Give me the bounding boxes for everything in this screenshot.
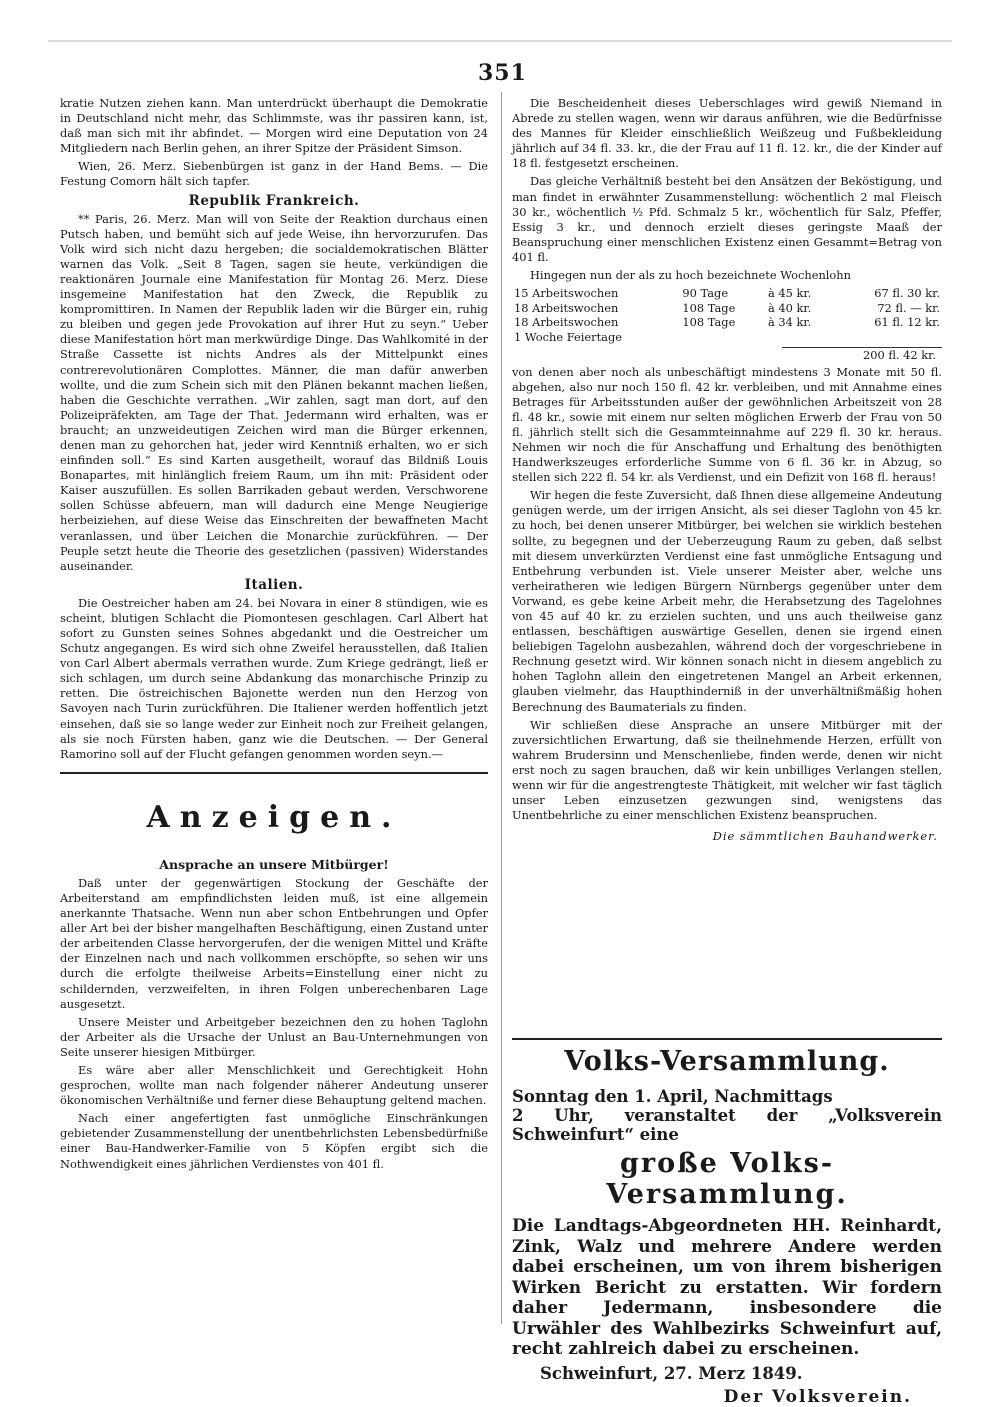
- table-row: [512, 301, 942, 316]
- table-cell: 108 Tage: [682, 315, 736, 330]
- appeal-heading: Ansprache an unsere Mitbürger!: [159, 856, 389, 872]
- notice-title: Volks-Versammlung.: [564, 1046, 890, 1077]
- scan-edge: [48, 40, 952, 42]
- section-heading-france: Republik Frankreich.: [188, 192, 360, 209]
- table-cell: à 34 kr.: [767, 315, 812, 330]
- table-cell: à 45 kr.: [767, 286, 812, 301]
- appeal-paragraph: Daß unter der gegenwärtigen Stockung der Geschäfte der Arbeiterstand am empfindlichsten leiden muß, ist eine allgemein anerkannte Thatsache. Wenn nun aber schon Entbehrungen und Opfer aller Art bei der bisher mangelhaften Beschäftigung, einen Zustand unter der arbeitenden Classe hervorgerufen, der die wenigen Mittel und Kräfte der Einzelnen nach und nach vollkommen erschöpfte, so sehen wir uns durch die erfolgte theilweise Arbeits=Einstellung einer nicht zu schildernden, verzweifelten, in ihren Folgen unberechenbaren Lage ausgesetzt.: [60, 875, 488, 1011]
- left-column: [60, 96, 488, 1326]
- table-cell: 90 Tage: [682, 286, 729, 301]
- table-cell: 15 Arbeitswochen: [514, 286, 619, 301]
- table-cell: [766, 330, 837, 345]
- notice-place-date: Schweinfurt, 27. Merz 1849.: [540, 1363, 803, 1383]
- table-cell: 72 fl. — kr.: [877, 300, 940, 315]
- table-cell: 67 fl. 30 kr.: [874, 286, 940, 301]
- page-number: 351: [478, 60, 527, 86]
- section-rule: [60, 772, 488, 774]
- news-paris: ** Paris, 26. Merz. Man will von Seite der Reaktion durchaus einen Putsch haben, und bemüht sich auf jede Weise, ihn hervorzurufen. Das Volk wird sich nicht dazu hergeben; die socialdemokratischen Blätter warnen das Volk. „Seit 8 Tagen, sagen sie heute, verkündigen die reaktionären Journale eine Manifestation für Montag 26. Merz. Diese insgemeine Manifestation hat den Zweck, die Republik zu kompromittiren. In Namen der Republik laden wir die Bürger ein, ruhig zu bleiben und gegen jede Provokation auf ihrer Hut zu seyn.“ Ueber diese Manifestation hört man merkwürdige Dinge. Das Wahlkomité in der Straße Cassette ist nichts Andres als der Mittelpunkt eines contrerevolutionären Complottes. Männer, die man dafür anwerben wollte, und die zum Schein sich mit den Plänen bekannt machen ließen, haben die Geschichte verrathen. „Wir zahlen, sagt man dort, auf den Polizeipräfekten, am Tage der That. Jedermann wird erhalten, was er braucht; an unzweideutigen Zeichen wird man die Bürger erkennen, denen man zu gehorchen hat, jeder wird Kenntniß erhalten, wo er sich einfinden soll.“ Es sind Karten ausgetheilt, worauf das Bildniß Louis Bonapartes, mit hinlänglich freiem Raum, um ihn mit: Präsident oder Kaiser auszufüllen. Es sollen Barrikaden gebaut werden, Verschworene sollen Schüsse abfeuern, man will dadurch eine Menge Neugierige herbeiziehen, auf diese Weise das Einschreiten der bewaffneten Macht veranlassen, und über Leichen die Monarchie zurückführen. — Der Peuple setzt heute die Theorie des gesetzlichen (passiven) Widerstandes auseinander.: [60, 211, 488, 573]
- appeal-paragraph: Nach einer angefertigten fast unmögliche Einschränkungen gebietender Zusammenstellung der unentbehrlichsten Lebensbedürfniße einer Bau-Handwerker-Familie von 5 Köpfen ergibt sich die Nothwendigkeit eines jährlichen Verdienstes von 401 fl.: [60, 1111, 488, 1171]
- table-cell: 18 Arbeitswochen: [514, 315, 619, 330]
- table-row: [512, 286, 942, 301]
- table-cell: à 40 kr.: [767, 300, 812, 315]
- table-cell: [837, 330, 942, 345]
- right-column: [512, 96, 942, 1407]
- notice-rule: [512, 1038, 942, 1040]
- notice-body: Die Landtags-Abgeordneten HH. Reinhardt, Zink, Walz und mehrere Andere werden dabei erscheinen, um von ihrem bisherigen Wirken Bericht zu erstatten. Wir fordern daher Jedermann, insbesondere die Urwähler des Wahlbezirks Schweinfurt auf, recht zahlreich dabei zu erscheinen.: [512, 1216, 942, 1359]
- wage-table: [512, 286, 942, 344]
- appeal-paragraph: Die Bescheidenheit dieses Ueberschlages wird gewiß Niemand in Abrede zu stellen wagen, wenn wir daraus anführen, wie die Bedürfnisse des Mannes für Kleider einschließlich Weißzeug und Fußbekleidung jährlich auf 34 fl. 33. kr., die der Frau auf 11 fl. 12. kr., die der Kinder auf 18 fl. festgesetzt erscheinen.: [512, 96, 942, 171]
- table-cell: 1 Woche Feiertage: [514, 329, 622, 344]
- section-heading-italy: Italien.: [244, 576, 304, 593]
- appeal-paragraph: Hingegen nun der als zu hoch bezeichnete Wochenlohn: [530, 268, 851, 283]
- appeal-paragraph: von denen aber noch als unbeschäftigt mindestens 3 Monate mit 50 fl. abgehen, also nur noch 150 fl. 42 kr. verbleiben, und mit Annahme eines Betrages für Arbeitsstunden außer der gewöhnlichen Arbeitszeit von 28 fl. 48 kr., sowie mit einem nur selten möglichen Erwerb der Frau von 50 fl. jährlich stellt sich die Gesammteinnahme auf 229 fl. 30 kr. heraus. Nehmen wir noch die für Anschaffung und Erhaltung des benöthigten Handwerkszeuges erforderliche Summe von 6 fl. 36 kr. in Abzug, so stellen sich 222 fl. 54 kr. als Verdienst, und ein Defizit von 168 fl. heraus!: [512, 364, 942, 485]
- appeal-signature: Die sämmtlichen Bauhandwerker.: [712, 829, 938, 844]
- table-cell: 61 fl. 12 kr.: [874, 315, 940, 330]
- column-divider: [501, 92, 502, 1324]
- notice-date-line: Sonntag den 1. April, Nachmittags: [512, 1087, 833, 1106]
- article-continuation: kratie Nutzen ziehen kann. Man unterdrückt überhaupt die Demokratie in Deutschland nicht mehr, das Schlimmste, was ihr passiren kann, ist, daß man sich mit ihr abfindet. — Morgen wird eine Deputation von 24 Mitgliedern nach Berlin gehen, an ihrer Spitze der Präsident Simson.: [60, 96, 488, 156]
- notice-organizer-line: 2 Uhr, veranstaltet der „Volksverein Schweinfurt“ eine: [512, 1106, 942, 1144]
- news-italy: Die Oestreicher haben am 24. bei Novara in einer 8 stündigen, wie es scheint, blutigen Schlacht die Piomontesen geschlagen. Carl Albert hat sofort zu Gunsten seines Sohnes abgedankt und die Oestreicher um Schutz angegangen. Es wird sich ohne Zweifel herausstellen, daß Italien von Carl Albert abermals verrathen wurde. Zum Kriege gedrängt, ließ er sich schlagen, um durch seine Abdankung das monarchische Prinzip zu retten. Die östreichischen Bajonette werden nun den Herzog von Savoyen nach Turin zurückführen. Die Italiener werden hoffentlich jetzt einsehen, daß sie so lange weder zur Einheit noch zur Freiheit gelangen, als sie noch Fürsten haben, ganz wie die Deutschen. — Der General Ramorino soll auf der Flucht gefangen genommen worden seyn.—: [60, 595, 488, 761]
- appeal-paragraph: Unsere Meister und Arbeitgeber bezeichnen den zu hohen Taglohn der Arbeiter als die Ursache der Unlust an Bau-Unternehmungen von Seite unserer hiesigen Mitbürger.: [60, 1014, 488, 1059]
- advertisements-heading: Anzeigen.: [146, 799, 402, 835]
- appeal-paragraph: Wir hegen die feste Zuversicht, daß Ihnen diese allgemeine Andeutung genügen werde, um der irrigen Ansicht, als sei dieser Taglohn von 45 kr. zu hoch, bei denen unserer Mitbürger, bei welchen sie wirklich bestehen sollte, zu begegnen und der Ueberzeugung Raum zu geben, daß selbst mit diesem unverkürzten Verdienst eine fast unmögliche Entsagung und Entbehrung verbunden ist. Viele unserer Meister aber, welche uns verheiratheren wie ledigen Bürgern Nürnbergs gegenüber unter dem Vorwand, es gebe keine Arbeit mehr, die Herabsetzung des Tagelohnes von 45 auf 40 kr. zu erzielen suchten, und uns auch theilweise ganz entlassen, beschäftigen auswärtige Gesellen, denen sie irgend einen beliebigen Tagelohn ausbezahlen, während doch der vorgeschriebene in Rechnung gesetzt wird. Wir können sonach nicht in diesem angeblich zu hohen Taglohn allein den eingetretenen Mangel an Arbeit erkennen, glauben vielmehr, das Haupthinderniß in der unverhältnißmäßig hohen Berechnung des Baumaterials zu finden.: [512, 488, 942, 714]
- table-cell: 18 Arbeitswochen: [514, 300, 619, 315]
- wage-sum: 200 fl. 42 kr.: [782, 347, 942, 363]
- table-row: [512, 315, 942, 330]
- notice-signature: Der Volksverein.: [723, 1386, 912, 1407]
- table-cell: 108 Tage: [682, 300, 736, 315]
- appeal-paragraph: Es wäre aber aller Menschlichkeit und Gerechtigkeit Hohn gesprochen, wollte man nach folgender näherer Andeutung unserer ökonomischen Verhältniße und ferner diese Behauptung geltend machen.: [60, 1062, 488, 1108]
- notice-subtitle: große Volks-Versammlung.: [606, 1148, 848, 1210]
- appeal-paragraph: Wir schließen diese Ansprache an unsere Mitbürger mit der zuversichtlichen Erwartung, daß sie theilnehmende Herzen, erfüllt von wahrem Brudersinn und Menschenliebe, finden werde, denen wir nicht erst noch zu sagen brauchen, daß wir kein unbilliges Verlangen stellen, wenn wir für die angestrengteste Thätigkeit, mit welcher wir fast täglich unser Leben einzusetzen gezwungen sind, wenigstens das Unentbehrliche zu einer menschlichen Existenz beanspruchen.: [512, 717, 942, 823]
- news-wien: Wien, 26. Merz. Siebenbürgen ist ganz in der Hand Bems. — Die Festung Comorn hält sich tapfer.: [60, 159, 488, 189]
- table-cell: [680, 330, 766, 345]
- assembly-notice: [512, 1046, 942, 1407]
- appeal-paragraph: Das gleiche Verhältniß besteht bei den Ansätzen der Beköstigung, und man findet in erwähnter Zusammenstellung: wöchentlich 2 mal Fleisch 30 kr., wöchentlich ½ Pfd. Schmalz 5 kr., wöchentlich für Salz, Pfeffer, Essig 3 kr., und dennoch erzielt dieses geringste Maaß der Beanspruchung einer menschlichen Existenz einen Gesammt=Betrag von 401 fl.: [512, 174, 942, 264]
- table-row: [512, 330, 942, 345]
